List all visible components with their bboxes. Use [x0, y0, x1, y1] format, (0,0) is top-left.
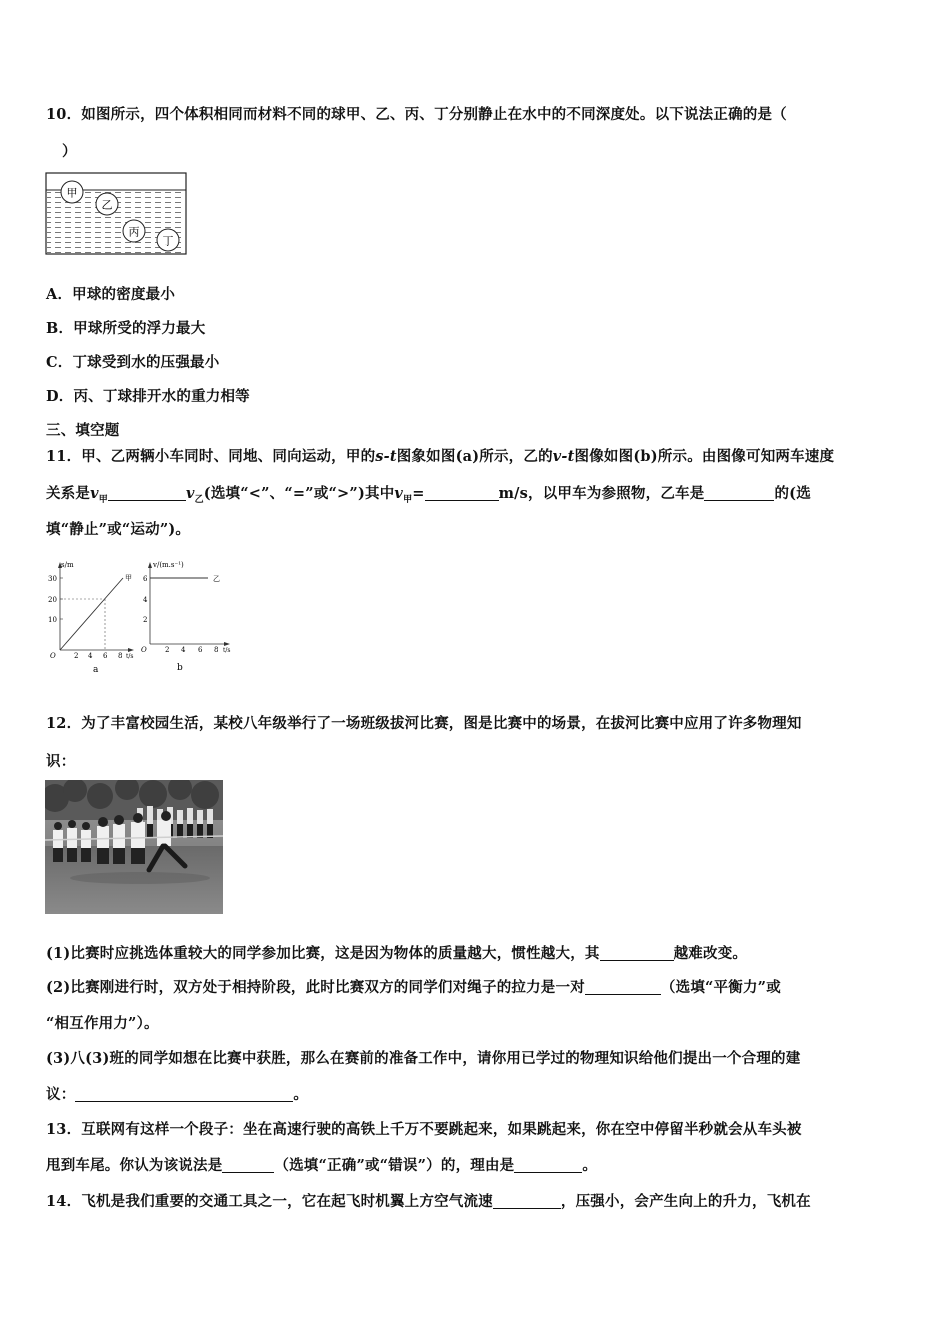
q10-option-d: D．丙、丁球排开水的重力相等 — [46, 388, 250, 405]
section-title-fill-in: 三、填空题 — [46, 422, 120, 439]
graph-b-caption: b — [177, 663, 183, 673]
graph-a-ylabel: s/m — [61, 561, 74, 569]
q14-line1: 14．飞机是我们重要的交通工具之一，它在起飞时机翼上方空气流速 ，压强小，会产生向上的升力，飞机在 — [46, 1193, 811, 1210]
graph-a-xtick-2: 2 — [74, 652, 79, 660]
q11-line2: 关系是$v_甲$ $v_乙$(选填“<”、“=”或“>”)其中$v_甲= m/s$，以甲车为参照物，乙车是 的(选 — [46, 485, 811, 505]
graph-a-origin: O — [50, 652, 56, 660]
q13-blank-1 — [222, 1158, 274, 1173]
graph-a-xlabel: t/s — [126, 653, 134, 660]
q12-part2: (2)比赛刚进行时，双方处于相持阶段，此时比赛双方的同学们对绳子的拉力是一对 （选填“平衡力”或 — [46, 979, 781, 996]
q12-blank-2 — [585, 980, 661, 995]
q12-part1: (1)比赛时应挑选体重较大的同学参加比赛，这是因为物体的质量越大，惯性越大，其 越难改变。 — [46, 945, 748, 962]
ball-yi — [96, 193, 118, 215]
q10-option-c: C．丁球受到水的压强最小 — [46, 354, 220, 371]
q11-graph-b — [140, 558, 236, 678]
ball-bing-label: 丙 — [128, 225, 140, 239]
graph-b-xtick-2: 2 — [165, 646, 170, 654]
ball-jia — [61, 181, 83, 203]
q11-line3: 填“静止”或“运动”)。 — [46, 521, 191, 538]
q13-line1: 13．互联网有这样一个段子：坐在高速行驶的高铁上千万不要跳起来，如果跳起来，你在空中停留半秒就会从车头被 — [46, 1121, 802, 1138]
q11-graph-a — [46, 558, 138, 678]
graph-b-ytick-6: 6 — [143, 575, 148, 583]
q10-figure-water-balls — [44, 170, 190, 258]
q12-line2: 识： — [46, 753, 76, 770]
graph-b-ytick-4: 4 — [143, 596, 148, 604]
q12-part2-end: “相互作用力”）。 — [46, 1015, 159, 1032]
graph-b-ytick-2: 2 — [143, 616, 148, 624]
graph-a-caption: a — [93, 665, 99, 675]
graph-a-ytick-20: 20 — [48, 596, 57, 604]
graph-b-xtick-8: 8 — [214, 646, 219, 654]
ball-yi-label: 乙 — [101, 198, 113, 212]
graph-a-line-jia — [60, 578, 123, 650]
ball-jia-label: 甲 — [66, 186, 78, 200]
q11-blank-motion — [704, 486, 774, 501]
graph-b-line-label: 乙 — [213, 575, 220, 583]
q10-stem: 10．如图所示，四个体积相同而材料不同的球甲、乙、丙、丁分别静止在水中的不同深度处。以下说法正确的是（ — [46, 106, 787, 123]
q12-line1: 12．为了丰富校园生活，某校八年级举行了一场班级拔河比赛，图是比赛中的场景，在拔河比赛中应用了许多物理知 — [46, 715, 802, 732]
q11-line1: 11．甲、乙两辆小车同时、同地、同向运动，甲的s-t图象如图(a)所示，乙的v-t图像如图(b)所示。由图像可知两车速度 — [46, 448, 835, 465]
ball-ding — [157, 229, 179, 251]
graph-b-xtick-6: 6 — [198, 646, 203, 654]
q13-blank-2 — [514, 1158, 582, 1173]
q12-blank-1 — [600, 946, 674, 961]
q14-blank-1 — [493, 1194, 561, 1209]
q11-blank-compare — [108, 486, 186, 501]
graph-b-origin: O — [141, 646, 147, 654]
graph-a-ytick-10: 10 — [48, 616, 57, 624]
q10-option-a: A．甲球的密度最小 — [46, 286, 176, 303]
graph-b-xtick-4: 4 — [181, 646, 186, 654]
graph-a-xtick-8: 8 — [118, 652, 123, 660]
q12-part3-end: 议： 。 — [46, 1086, 309, 1103]
q12-part3: (3)八(3)班的同学如想在比赛中获胜，那么在赛前的准备工作中，请你用已学过的物理知识给他们提出一个合理的建 — [46, 1050, 801, 1067]
graph-a-line-label: 甲 — [125, 574, 132, 582]
q11-blank-speed — [425, 486, 499, 501]
graph-a-xtick-4: 4 — [88, 652, 93, 660]
q10-stem-end: ） — [62, 143, 77, 160]
graph-a-ytick-30: 30 — [48, 575, 57, 583]
ball-ding-label: 丁 — [162, 234, 174, 248]
tug-of-war-photo — [45, 780, 223, 914]
q10-option-b: B．甲球所受的浮力最大 — [46, 320, 206, 337]
graph-b-ylabel: v/(m.s⁻¹) — [153, 561, 184, 569]
q13-line2: 甩到车尾。你认为该说法是 （选填“正确”或“错误”）的，理由是 。 — [46, 1157, 598, 1174]
graph-a-xtick-6: 6 — [103, 652, 108, 660]
ball-bing — [123, 220, 145, 242]
q12-blank-3 — [75, 1087, 293, 1102]
graph-b-xlabel: t/s — [223, 647, 231, 654]
